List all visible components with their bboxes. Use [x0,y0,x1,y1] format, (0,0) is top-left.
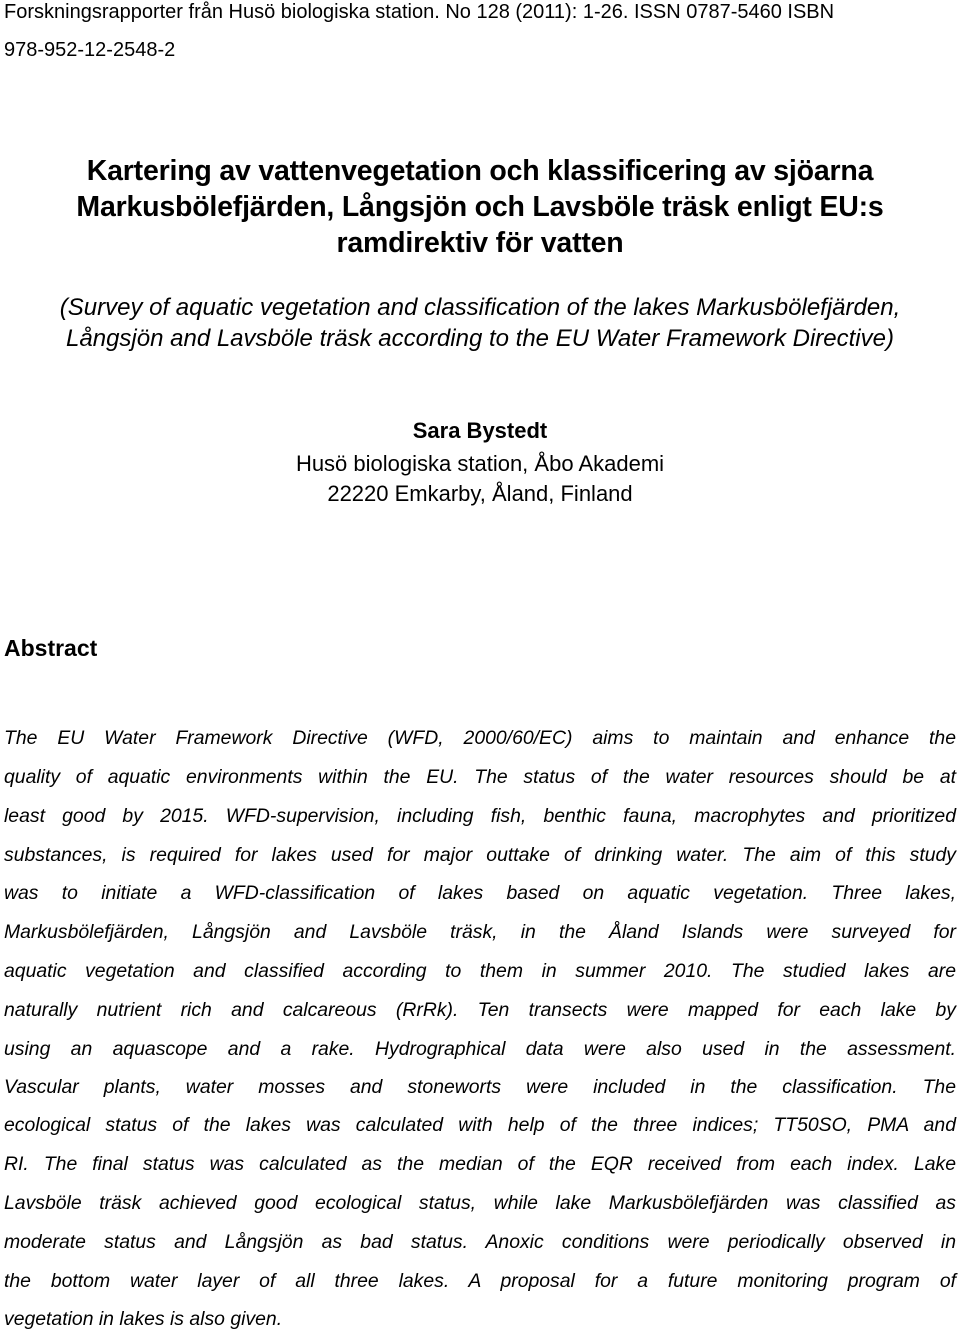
abstract-line: ecological status of the lakes was calculated with help of the three indices; TT50SO, PMA and [4,1114,956,1136]
author-affiliation: Husö biologiska station, Åbo Akademi [295,451,665,476]
abstract-line: moderate status and Långsjön as bad status. Anoxic conditions were periodically observed in [4,1231,956,1253]
author-address: 22220 Emkarby, Åland, Finland [327,481,633,506]
abstract-line: RI. The final status was calculated as the median of the EQR received from each index. Lake [4,1153,956,1175]
abstract-line: the bottom water layer of all three lakes. A proposal for a future monitoring program of [4,1270,956,1292]
abstract-heading: Abstract [4,635,98,661]
abstract-line: quality of aquatic environments within the EU. The status of the water resources should be at [4,766,956,788]
abstract-line: Markusbölefjärden, Långsjön and Lavsböle träsk, in the Åland Islands were surveyed for [4,921,956,943]
abstract-line: aquatic vegetation and classified according to them in summer 2010. The studied lakes are [4,960,956,982]
publication-header-line-1: Forskningsrapporter från Husö biologiska station. No 128 (2011): 1-26. ISSN 0787-5460 ISBN [4,1,835,23]
title-line-1: Kartering av vattenvegetation och klassificering av sjöarna [86,155,874,187]
abstract-line: Vascular plants, water mosses and stoneworts were included in the classification. The [4,1076,956,1098]
abstract-line: substances, is required for lakes used for major outtake of drinking water. The aim of this study [4,844,956,866]
abstract-line: least good by 2015. WFD-supervision, including fish, benthic fauna, macrophytes and prioritized [4,805,956,827]
english-title-line-2: Långsjön and Lavsböle träsk according to the EU Water Framework Directive) [66,325,894,352]
title-line-2: Markusbölefjärden, Långsjön och Lavsböle träsk enligt EU:s [76,191,884,223]
publication-header-line-2: 978-952-12-2548-2 [4,39,176,61]
abstract-line: The EU Water Framework Directive (WFD, 2000/60/EC) aims to maintain and enhance the [4,727,956,749]
title-line-3: ramdirektiv för vatten [336,227,624,259]
abstract-line: vegetation in lakes is also given. [4,1308,283,1330]
author-name: Sara Bystedt [412,418,548,443]
abstract-line: was to initiate a WFD-classification of lakes based on aquatic vegetation. Three lakes, [4,882,956,904]
abstract-line: Lavsböle träsk achieved good ecological status, while lake Markusbölefjärden was classified as [4,1192,956,1214]
english-title-line-1: (Survey of aquatic vegetation and classification of the lakes Markusbölefjärden, [59,294,901,321]
abstract-line: using an aquascope and a rake. Hydrographical data were also used in the assessment. [4,1038,956,1060]
abstract-line: naturally nutrient rich and calcareous (RrRk). Ten transects were mapped for each lake by [4,999,956,1021]
